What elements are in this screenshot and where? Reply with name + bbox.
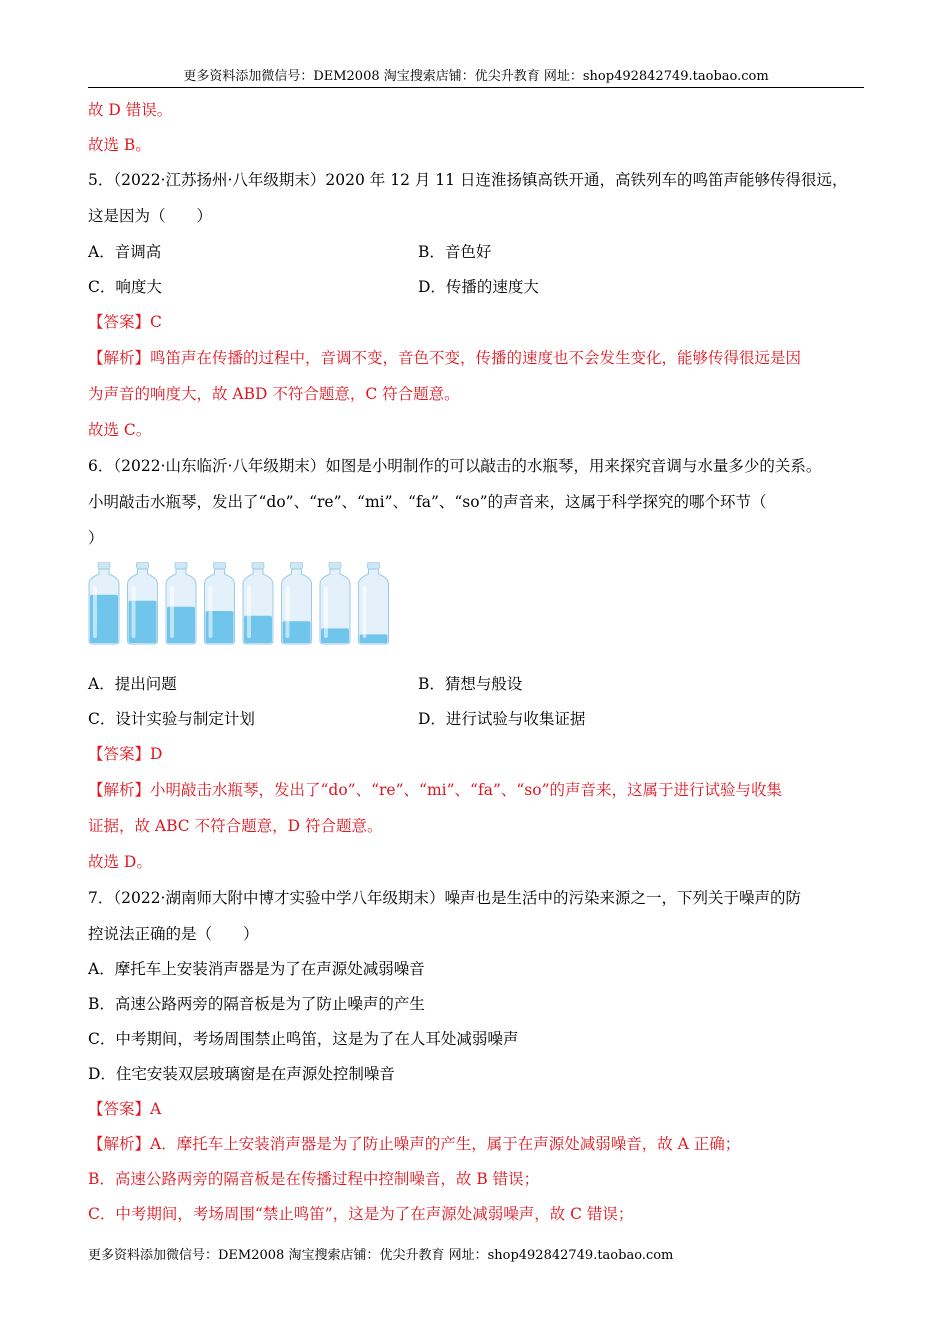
q6-option-b: B．猜想与般设 <box>418 675 523 693</box>
q5-option-b: B．音色好 <box>418 243 492 261</box>
q6-stem-line3: ） <box>88 529 104 547</box>
page-header: 更多资料添加微信号：DEM2008 淘宝搜索店铺：优尖升教育 网址：shop492842749.taobao.com <box>183 69 769 84</box>
q5-explanation-line1: 【解析】鸣笛声在传播的过程中，音调不变，音色不变，传播的速度也不会发生变化，能够传得很远是因 <box>88 349 802 367</box>
q6-explanation-line1: 【解析】小明敲击水瓶琴，发出了“do”、“re”、“mi”、“fa”、“so”的声音来，这属于进行试验与收集 <box>88 781 782 799</box>
water-bottle-4 <box>205 562 235 644</box>
water-bottle-2 <box>128 562 158 644</box>
prev-choice-line: 故选 B。 <box>88 136 151 154</box>
q7-stem-line1: 7．（2022·湖南师大附中博才实验中学八年级期末）噪声也是生活中的污染来源之一，下列关于噪声的防 <box>88 889 801 907</box>
q7-option-a: A．摩托车上安装消声器是为了在声源处减弱噪音 <box>88 960 425 978</box>
page-footer: 更多资料添加微信号：DEM2008 淘宝搜索店铺：优尖升教育 网址：shop492842749.taobao.com <box>88 1248 674 1263</box>
water-bottle-7 <box>320 562 350 644</box>
q5-answer: 【答案】C <box>88 313 162 331</box>
q6-option-a: A．提出问题 <box>88 675 177 693</box>
q6-stem-line2: 小明敲击水瓶琴，发出了“do”、“re”、“mi”、“fa”、“so”的声音来，这属于科学探究的哪个环节（ <box>88 493 767 511</box>
water-bottle-1 <box>89 562 119 644</box>
water-bottle-5 <box>243 562 273 644</box>
water-bottle-3 <box>166 562 196 644</box>
q7-option-c: C．中考期间，考场周围禁止鸣笛，这是为了在人耳处减弱噪声 <box>88 1030 519 1048</box>
header-divider <box>88 87 864 88</box>
q5-stem-line2: 这是因为（ ） <box>88 207 213 225</box>
water-bottle-xylophone-figure <box>88 562 392 646</box>
q5-stem-line1: 5．（2022·江苏扬州·八年级期末）2020 年 12 月 11 日连淮扬镇高铁开通，高铁列车的鸣笛声能够传得很远， <box>88 171 848 189</box>
q6-explanation-line2: 证据，故 ABC 不符合题意，D 符合题意。 <box>88 817 383 835</box>
q5-option-d: D．传播的速度大 <box>418 278 539 296</box>
water-bottle-6 <box>282 562 312 644</box>
water-bottle-8 <box>359 562 389 644</box>
q7-explanation-line2: B．高速公路两旁的隔音板是在传播过程中控制噪音，故 B 错误； <box>88 1170 540 1188</box>
q7-stem-line2: 控说法正确的是（ ） <box>88 925 259 943</box>
q6-option-c: C．设计实验与制定计划 <box>88 710 255 728</box>
q6-answer: 【答案】D <box>88 745 163 763</box>
q5-explanation-line3: 故选 C。 <box>88 421 152 439</box>
q5-option-c: C．响度大 <box>88 278 162 296</box>
q7-option-d: D．住宅安装双层玻璃窗是在声源处控制噪音 <box>88 1065 395 1083</box>
prev-conclusion-line: 故 D 错误。 <box>88 101 173 119</box>
q7-explanation-line1: 【解析】A．摩托车上安装消声器是为了防止噪声的产生，属于在声源处减弱噪音，故 A 正确； <box>88 1135 741 1153</box>
q5-option-a: A．音调高 <box>88 243 162 261</box>
q6-option-d: D．进行试验与收集证据 <box>418 710 586 728</box>
q6-stem-line1: 6．（2022·山东临沂·八年级期末）如图是小明制作的可以敲击的水瓶琴，用来探究音调与水量多少的关系。 <box>88 457 822 475</box>
q6-explanation-line3: 故选 D。 <box>88 853 152 871</box>
q7-answer: 【答案】A <box>88 1100 162 1118</box>
q7-option-b: B．高速公路两旁的隔音板是为了防止噪声的产生 <box>88 995 425 1013</box>
q7-explanation-line3: C．中考期间，考场周围“禁止鸣笛”，这是为了在声源处减弱噪声，故 C 错误； <box>88 1205 634 1223</box>
q5-explanation-line2: 为声音的响度大，故 ABD 不符合题意，C 符合题意。 <box>88 385 460 403</box>
